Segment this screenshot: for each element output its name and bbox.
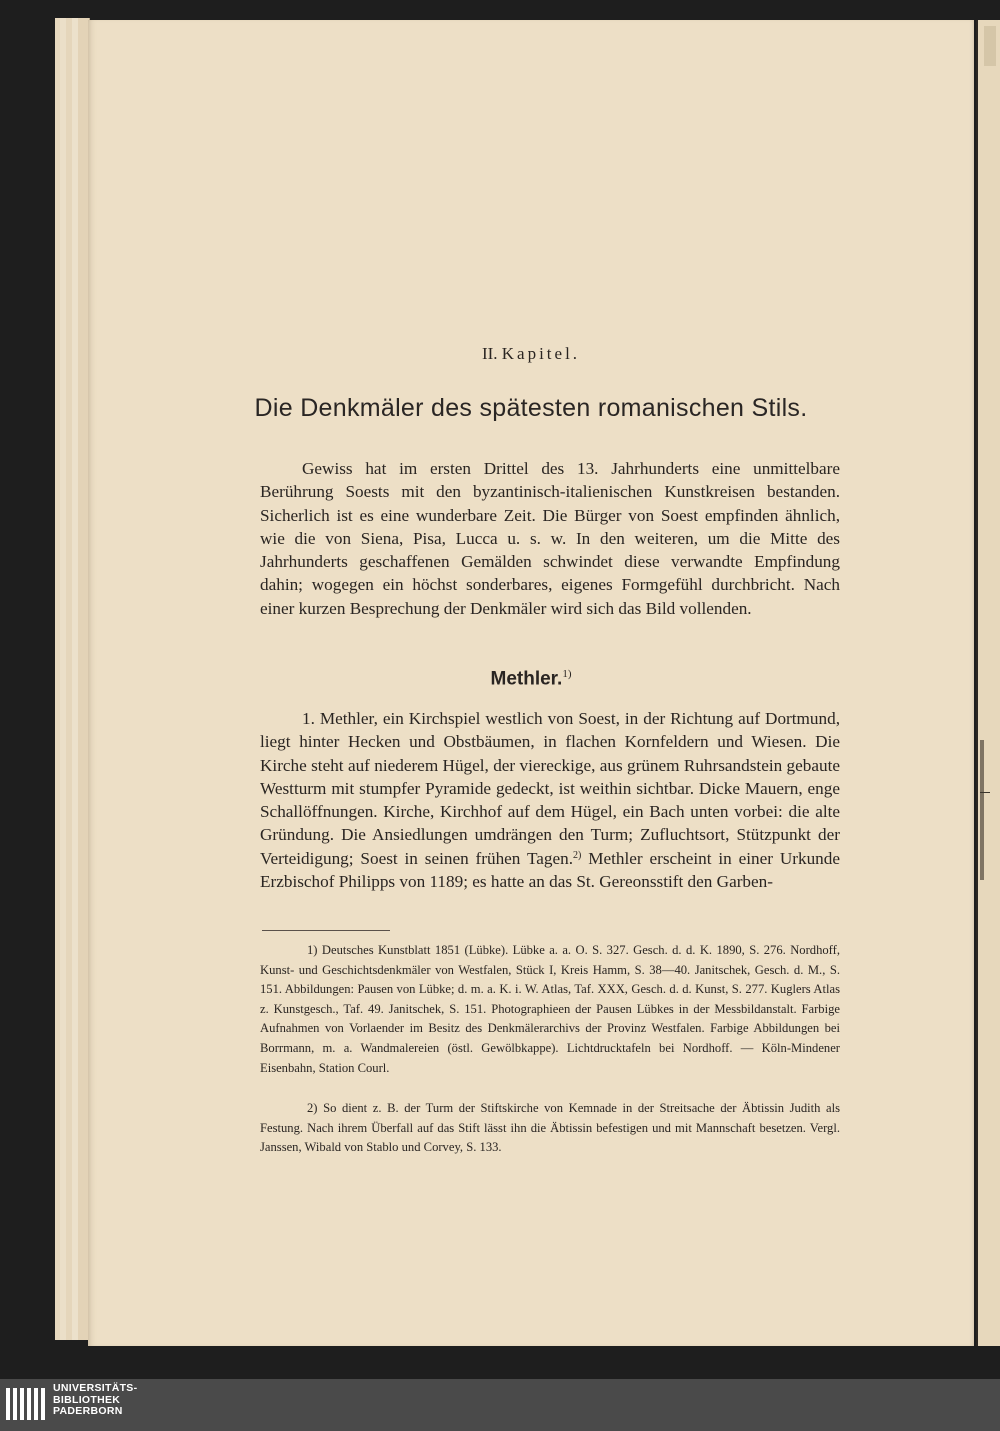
page-tab xyxy=(980,740,984,880)
footnote-divider xyxy=(262,930,390,931)
section-paragraph-text: Methler erscheint in einer Urkunde Erzbischof Philipps von 1189; es hatte an das St. Gereonsstift den Garben- xyxy=(260,848,840,892)
footnote-ref[interactable]: 1) xyxy=(562,668,572,680)
section-heading-text: Methler. xyxy=(490,668,563,690)
chapter-title: Die Denkmäler des spätesten romanischen Stils. xyxy=(254,394,808,422)
footnote: 2) So dient z. B. der Turm der Stiftskirche von Kemnade in der Streitsache der Äbtissin Judith als Festung. Nach ihrem Überfall auf das Stift lässt ihn die Äbtissin befestigen und mit Mannschaft besetzen. Vergl. Janssen, Wibald von Stablo und Corvey, S. 133. xyxy=(260,1101,840,1155)
section-heading xyxy=(88,668,974,690)
chapter-number: II. xyxy=(481,344,498,363)
footnote: 1) Deutsches Kunstblatt 1851 (Lübke). Lübke a. a. O. S. 327. Gesch. d. d. K. 1890, S. 276. Nordhoff, Kunst- und Geschichtsdenkmäler von Westfalen, Stück I, Kreis Hamm, S. 38—40. Janitschek, Gesch. d. M., S. 151. Abbildungen: Pausen von Lübke; d. m. a. K. i. W. Atlas, Taf. XXX, Gesch. d. d. Kunst, S. 277. Kuglers Atlas z. Kunstgesch., Taf. 49. Janitschek, S. 151. Photographieen der Pausen Lübkes in der Messbildanstalt. Farbige Aufnahmen von Vorlaender im Besitz des Denkmälerarchivs der Provinz Westfalen. Farbige Abbildungen bei Borrmann, m. a. Wandmalereien (östl. Gewölbkappe). Lichtdrucktafeln bei Nordhoff. — Köln-Mindener Eisenbahn, Station Courl. xyxy=(260,943,840,1075)
footer-bar xyxy=(0,1379,1000,1431)
chapter-heading xyxy=(88,344,974,364)
library-logo-line: BIBLIOTHEK xyxy=(53,1393,121,1406)
page-tick xyxy=(980,792,990,793)
library-logo-line: UNIVERSITÄTS- xyxy=(53,1382,138,1394)
chapter-word: Kapitel. xyxy=(501,344,581,363)
footnote-ref[interactable]: 2) xyxy=(573,849,582,861)
section-paragraph-text: 1. Methler, ein Kirchspiel westlich von Soest, in der Richtung auf Dortmund, liegt hinter Hecken und Obstbäumen, in flachen Kornfeldern und Wiesen. Die Kirche steht auf niederem Hügel, der viereckige, aus grünem Ruhrsandstein gebaute Westturm mit stumpfer Pyramide gedeckt, ist weithin sichtbar. Dicke Mauern, enge Schallöffnungen. Kirche, Kirchhof auf dem Hügel, ein Bach unten vorbei: die alte Gründung. Die Ansiedlungen umdrängen den Turm; Zufluchtsort, Stützpunkt der Verteidigung; Soest in seinen frühen Tagen. xyxy=(260,709,840,868)
next-page-edge xyxy=(976,20,1000,1346)
library-logo-icon xyxy=(4,1384,48,1424)
library-logo-text xyxy=(53,1383,137,1418)
library-logo-line: PADERBORN xyxy=(53,1405,123,1417)
section-paragraph xyxy=(260,707,840,893)
intro-paragraph: Gewiss hat im ersten Drittel des 13. Jahrhunderts eine unmittelbare Berührung Soests mit den byzantinisch-italienischen Kunstkreisen bestanden. Sicherlich ist es eine wunderbare Zeit. Die Bürger von Soest empfinden ähnlich, wie die von Siena, Pisa, Lucca u. s. w. In den weiteren, um die Mitte des Jahrhunderts geschaffenen Gemälden schwindet diese verwandte Empfindung dahin; wogegen ein höchst sonderbares, eigenes Formgefühl durchbricht. Nach einer kurzen Besprechung der Denkmäler wird sich das Bild vollenden. xyxy=(260,459,840,618)
page-mark xyxy=(984,26,996,66)
